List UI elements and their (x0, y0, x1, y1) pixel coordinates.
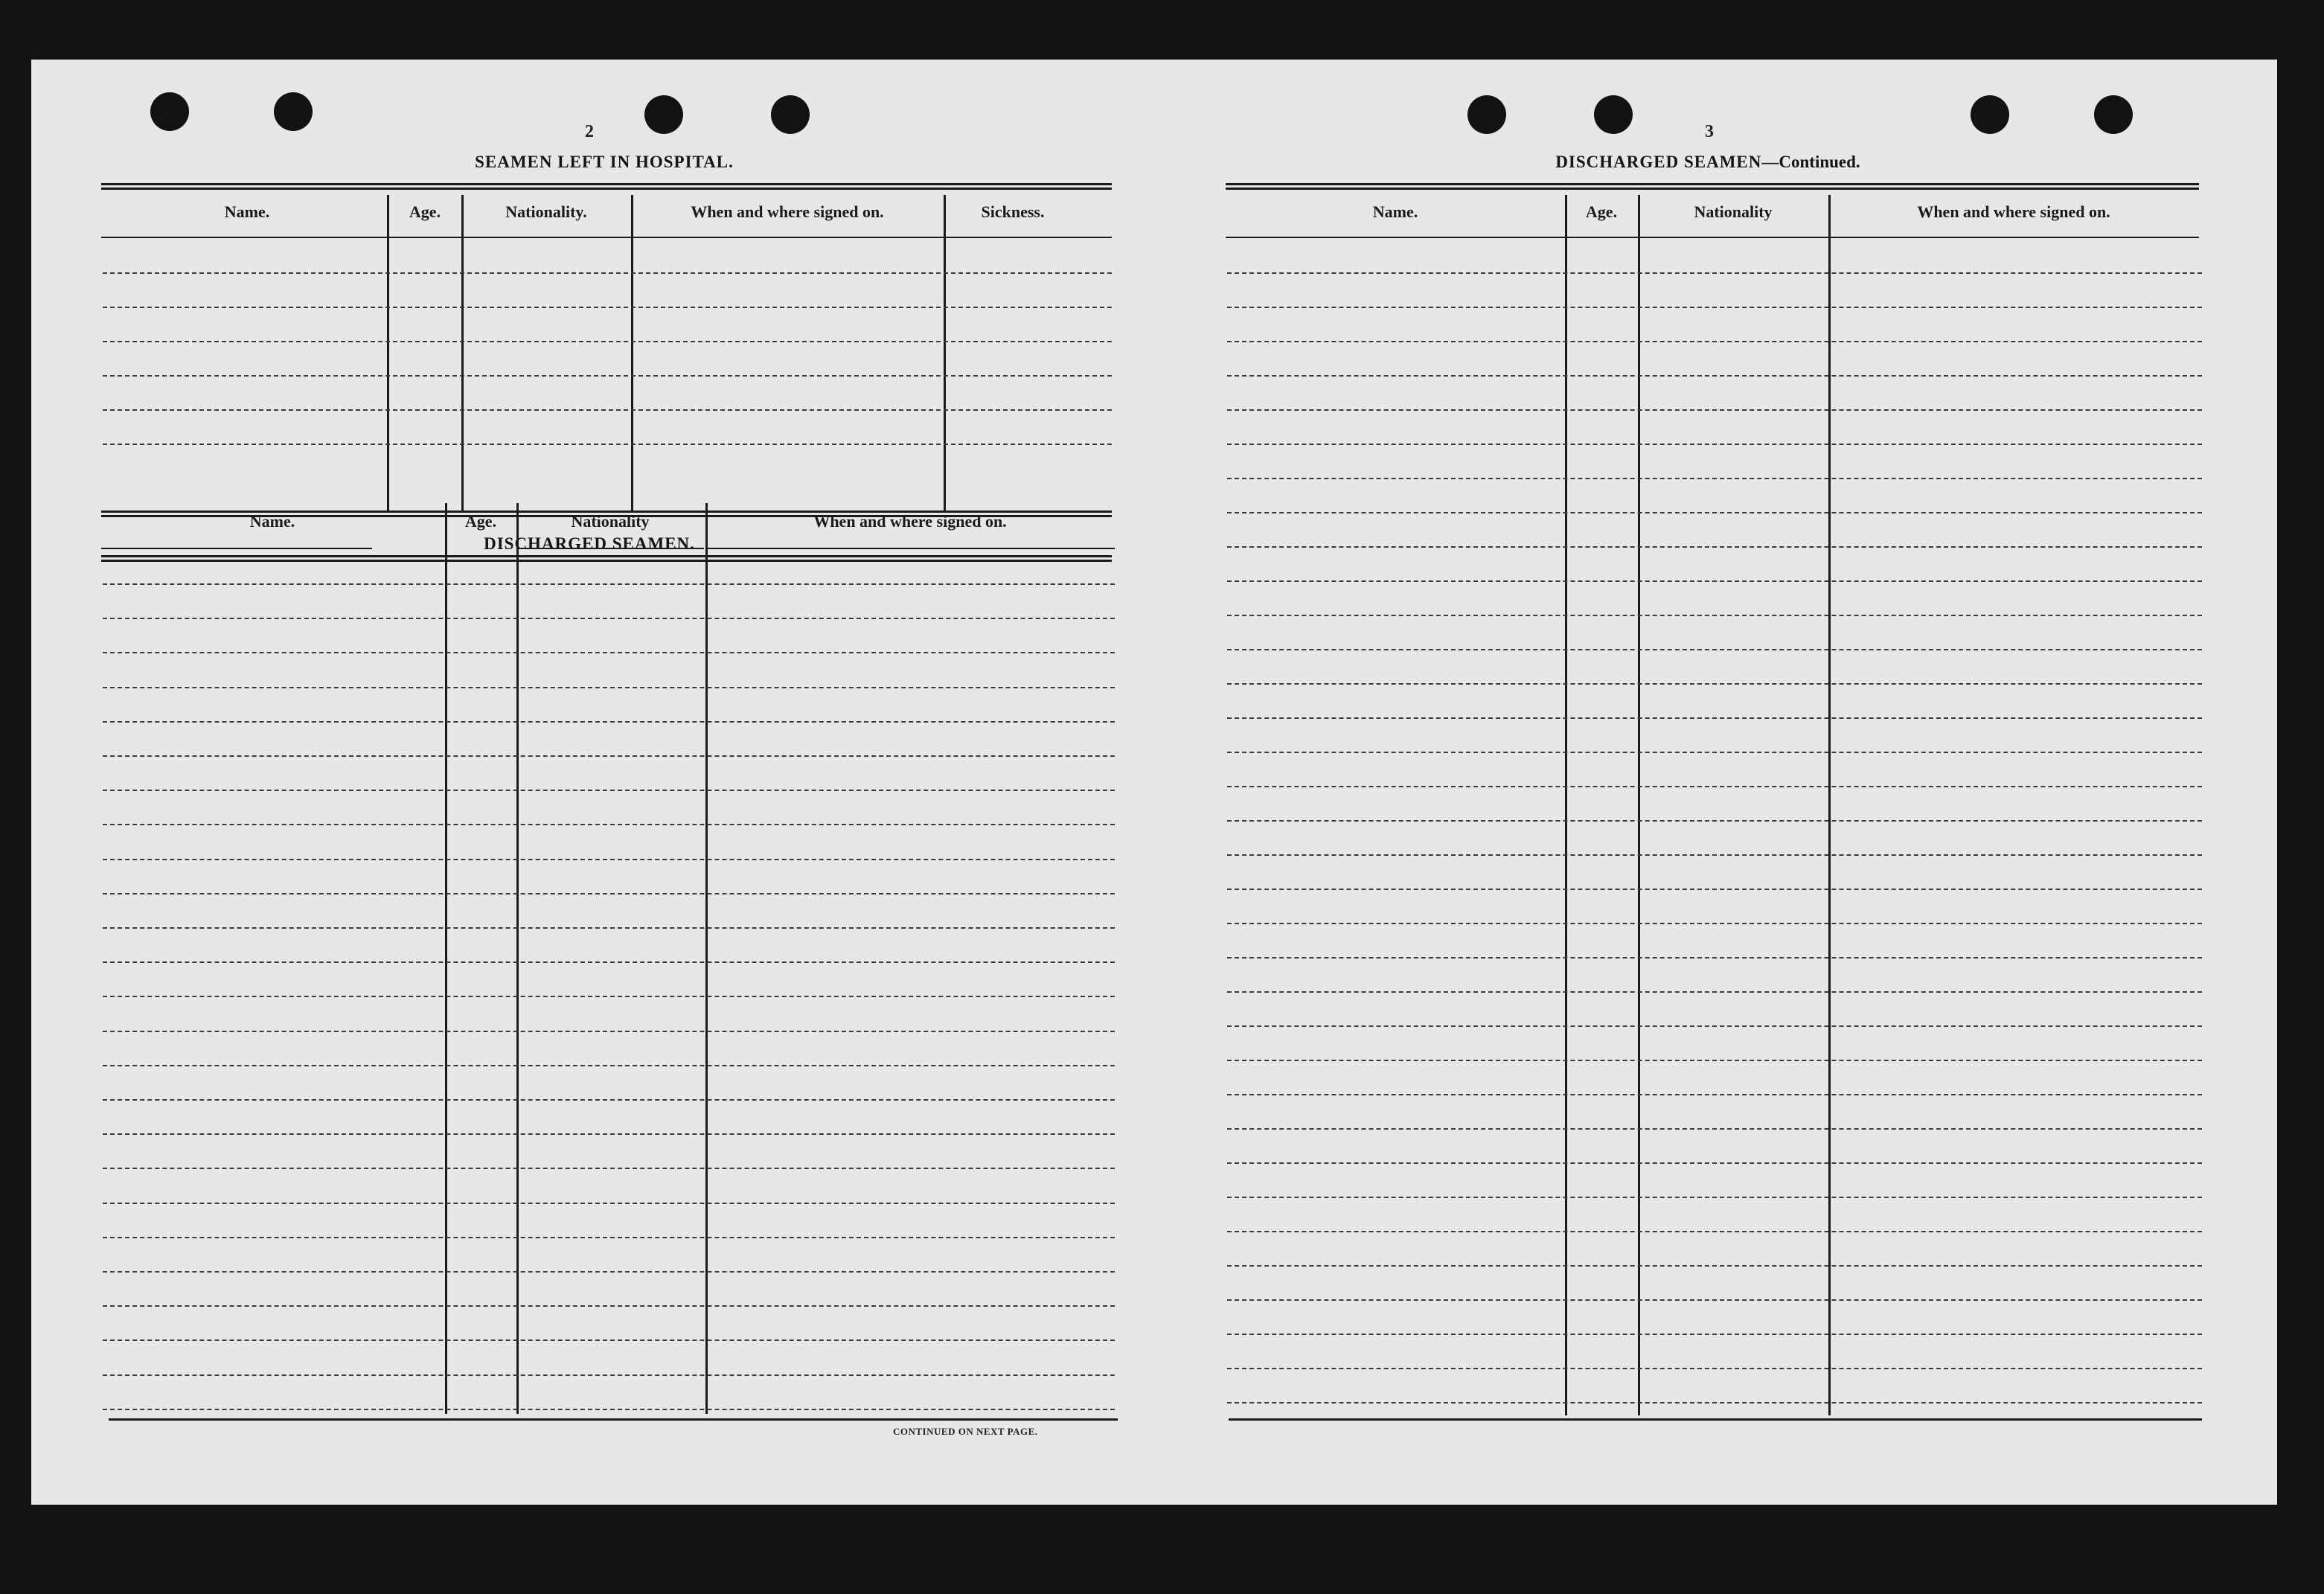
table-row (1227, 1197, 2202, 1198)
column-divider (445, 503, 447, 1414)
table-row (103, 444, 1112, 445)
table-row (103, 1374, 1115, 1376)
table-row (1227, 683, 2202, 685)
table-row (1227, 1368, 2202, 1369)
right-page (1154, 60, 2277, 1505)
table-row (103, 1099, 1115, 1101)
column-divider (461, 195, 464, 510)
table-row (103, 927, 1115, 929)
table-row (103, 341, 1112, 342)
table-row (1227, 1265, 2202, 1267)
table-row (1227, 820, 2202, 822)
continued-col-nationality: Nationality (1694, 202, 1773, 221)
hospital-section-title: SEAMEN LEFT IN HOSPITAL. (475, 153, 734, 171)
table-row (1227, 923, 2202, 924)
table-row (103, 618, 1115, 619)
table-row (1227, 1128, 2202, 1130)
table-row (1227, 546, 2202, 548)
table-row (1227, 580, 2202, 582)
left-page (31, 60, 1154, 1505)
header-rule (101, 237, 1112, 238)
table-row (103, 790, 1115, 791)
table-row (1227, 307, 2202, 308)
column-divider (1638, 195, 1640, 1415)
discharged-section-title: DISCHARGED SEAMEN. (484, 534, 695, 553)
table-row (1227, 786, 2202, 787)
column-divider (944, 195, 946, 510)
table-row (103, 307, 1112, 308)
table-bottom-rule (109, 1418, 1118, 1421)
table-row (1227, 341, 2202, 342)
table-row (1227, 615, 2202, 616)
table-row (103, 1031, 1115, 1032)
hospital-col-nationality: Nationality. (505, 202, 587, 221)
table-row (1227, 1162, 2202, 1164)
continued-note: CONTINUED ON NEXT PAGE. (893, 1426, 1038, 1437)
table-row (103, 652, 1115, 653)
table-row (1227, 478, 2202, 479)
table-row (1227, 752, 2202, 753)
table-row (1227, 854, 2202, 856)
table-row (1227, 649, 2202, 650)
table-row (1227, 1060, 2202, 1061)
table-row (1227, 991, 2202, 993)
discharged-col-signed-on: When and where signed on. (813, 512, 1007, 531)
table-row (103, 961, 1115, 963)
table-row (1227, 375, 2202, 377)
header-rule (1226, 237, 2199, 238)
table-row (1227, 1231, 2202, 1232)
section-rule (101, 555, 1112, 562)
table-bottom-rule (1229, 1418, 2202, 1421)
section-rule (101, 183, 1112, 190)
column-divider (631, 195, 633, 510)
table-row (1227, 1094, 2202, 1095)
hospital-col-age: Age. (409, 202, 441, 221)
table-row (103, 1237, 1115, 1238)
column-divider (705, 503, 708, 1414)
table-row (103, 1271, 1115, 1273)
table-row (103, 687, 1115, 688)
page-number: 2 (585, 122, 594, 141)
table-row (103, 996, 1115, 997)
table-row (1227, 957, 2202, 958)
table-row (1227, 889, 2202, 890)
page-number: 3 (1705, 122, 1714, 141)
table-row (1227, 512, 2202, 513)
table-row (1227, 1402, 2202, 1403)
section-rule (1226, 183, 2199, 190)
table-row (103, 755, 1115, 757)
title-suffix: —Continued. (1761, 153, 1860, 171)
discharged-col-nationality: Nationality (571, 512, 650, 531)
document-sheet (31, 60, 2277, 1505)
column-divider (1565, 195, 1567, 1415)
table-row (103, 583, 1115, 585)
discharged-continued-title (1555, 153, 1860, 172)
table-row (103, 375, 1112, 377)
table-row (1227, 1299, 2202, 1301)
table-row (1227, 1334, 2202, 1335)
continued-col-age: Age. (1585, 202, 1618, 221)
title-main: DISCHARGED SEAMEN (1555, 153, 1762, 171)
column-divider (516, 503, 519, 1414)
discharged-col-name: Name. (249, 512, 295, 531)
table-row (103, 1133, 1115, 1135)
table-row (1227, 1025, 2202, 1027)
table-row (103, 824, 1115, 825)
continued-col-name: Name. (1372, 202, 1418, 221)
table-row (1227, 272, 2202, 274)
table-row (103, 1168, 1115, 1169)
column-divider (387, 195, 389, 510)
table-row (103, 1203, 1115, 1204)
table-row (103, 893, 1115, 894)
header-rule (707, 548, 1115, 549)
table-row (103, 272, 1112, 274)
table-row (103, 409, 1112, 411)
table-row (1227, 409, 2202, 411)
continued-col-signed-on: When and where signed on. (1917, 202, 2110, 221)
table-row (103, 1339, 1115, 1341)
table-row (103, 1305, 1115, 1307)
table-row (103, 1409, 1115, 1410)
column-divider (1828, 195, 1831, 1415)
discharged-col-age: Age. (464, 512, 497, 531)
hospital-col-name: Name. (224, 202, 270, 221)
header-rule (516, 548, 704, 549)
table-row (103, 859, 1115, 860)
table-row (103, 1065, 1115, 1066)
hospital-col-sickness: Sickness. (981, 202, 1045, 221)
table-row (103, 721, 1115, 723)
table-row (1227, 444, 2202, 445)
table-row (1227, 717, 2202, 719)
header-rule (101, 548, 372, 549)
hospital-col-signed-on: When and where signed on. (691, 202, 884, 221)
